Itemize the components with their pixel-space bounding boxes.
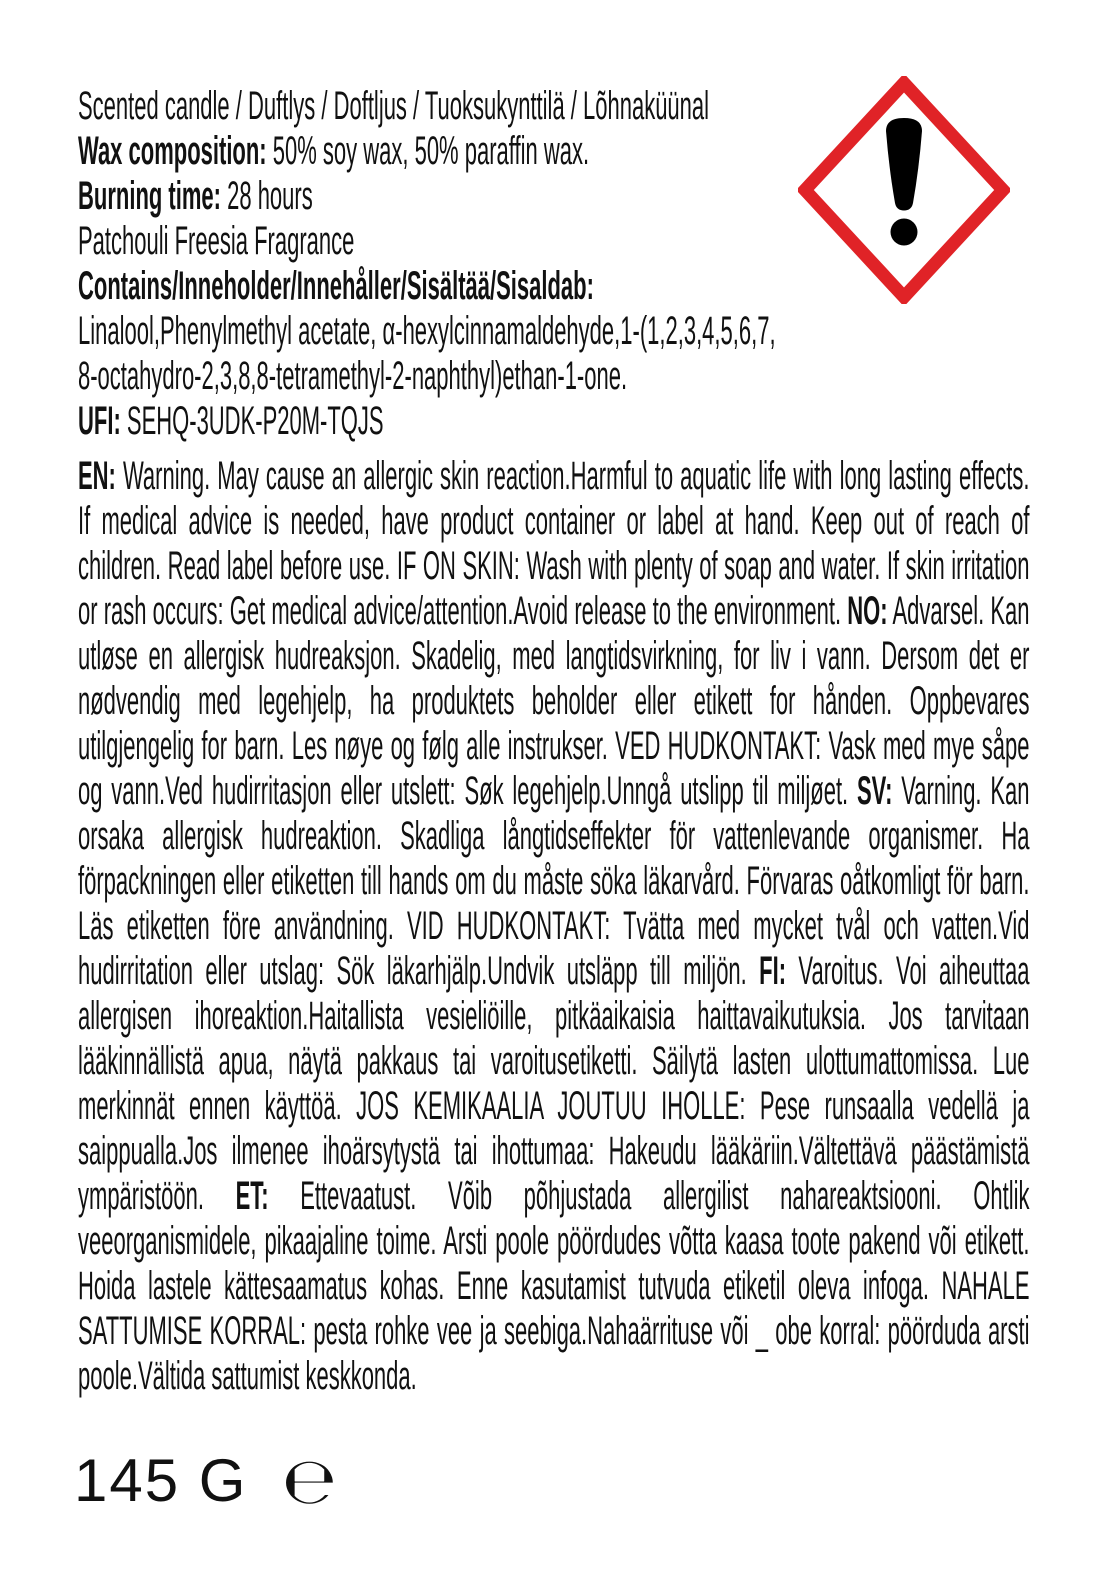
warning-text: Ettevaatust. Võib põhjustada allergilist nahareaktsiooni. Ohtlik veeorganismidele, pikaajaline toime. Arsti poole pöördudes võtta kaasa toote pakend või etikett. Hoida lastele kättesaamatus kohas. Enne kasutamist tutvuda etiketil oleva infoga. NAHALE SATTUMISE KORRAL: pesta rohke vee ja seebiga.Nahaärrituse või _ obe korral: pöörduda arsti poole.Vältida sattumist keskkonda. xyxy=(78,1174,1030,1398)
wax-composition-label: Wax composition: xyxy=(78,129,267,173)
ufi-line xyxy=(78,399,1030,444)
multilingual-warning-paragraph xyxy=(78,454,1030,1399)
contains-ingredients-line-2: 8-octahydro-2,3,8,8-tetramethyl-2-naphthyl)ethan-1-one. xyxy=(78,354,628,398)
burning-time-label: Burning time: xyxy=(78,174,221,218)
contains-heading: Contains/Inneholder/Innehåller/Sisältää/Sisaldab: xyxy=(78,264,594,308)
language-code-label: NO: xyxy=(847,589,888,633)
language-code-label: ET: xyxy=(235,1174,269,1218)
warning-text: Varning. Kan orsaka allergisk hudreaktion. Skadliga långtidseffekter för vattenlevande organismer. Ha förpackningen eller etiketten till hands om du måste söka läkarvård. Förvaras oåtkomligt för barn. Läs etiketten före användning. VID HUDKONTAKT: Tvätta med mycket tvål och vatten.Vid hudirritation eller utslag: Sök läkarhjälp.Undvik utsläpp till miljön. xyxy=(78,769,1030,993)
warning-text: Warning. May cause an allergic skin reaction.Harmful to aquatic life with long lasting effects. If medical advice is needed, have product container or label at hand. Keep out of reach of children. Read label before use. IF ON SKIN: Wash with plenty of soap and water. If skin irritation or rash occurs: Get medical advice/attention.Avoid release to the environment. xyxy=(78,454,1030,633)
product-label xyxy=(78,84,1030,1399)
ufi-value: SEHQ-3UDK-P20M-TQJS xyxy=(126,399,384,443)
warning-text: Advarsel. Kan utløse en allergisk hudreaksjon. Skadelig, med langtidsvirkning, for liv i vann. Dersom det er nødvendig med legehjelp, ha produktets beholder eller etikett for hånden. Oppbevares utilgjengelig for barn. Les nøye og følg alle instrukser. VED HUDKONTAKT: Vask med mye såpe og vann.Ved hudirritasjon eller utslett: Søk legehjelp.Unngå utslipp til miljøet. xyxy=(78,589,1030,813)
estimated-sign-icon: ℮ xyxy=(282,1445,337,1519)
language-code-label: EN: xyxy=(78,454,116,498)
net-weight xyxy=(74,1446,337,1517)
wax-composition-value: 50% soy wax, 50% paraffin wax. xyxy=(272,129,590,173)
burning-time-line xyxy=(78,174,1030,219)
fragrance-line: Patchouli Freesia Fragrance xyxy=(78,219,355,263)
product-title: Scented candle / Duftlys / Doftljus / Tuoksukynttilä / Lõhnaküünal xyxy=(78,84,710,128)
language-code-label: SV: xyxy=(856,769,893,813)
wax-composition-line xyxy=(78,129,1030,174)
language-code-label: FI: xyxy=(759,949,787,993)
warning-text: Varoitus. Voi aiheuttaa allergisen ihoreaktion.Haitallista vesieliöille, pitkäaikaisia haittavaikutuksia. Jos tarvitaan lääkinnällistä apua, näytä pakkaus tai varoitusetiketti. Säilytä lasten ulottumattomissa. Lue merkinnät ennen käyttöä. JOS KEMIKAALIA JOUTUU IHOLLE: Pese runsaalla vedellä ja saippualla.Jos ilmenee ihoärsytystä tai ihottumaa: Hakeudu lääkäriin.Vältettävä päästämistä ympäristöön. xyxy=(78,949,1030,1218)
burning-time-value: 28 hours xyxy=(227,174,313,218)
ufi-label: UFI: xyxy=(78,399,121,443)
contains-ingredients-line-1: Linalool,Phenylmethyl acetate, α-hexylcinnamaldehyde,1-(1,2,3,4,5,6,7, xyxy=(78,309,776,353)
net-weight-value: 145 G xyxy=(74,1447,248,1514)
